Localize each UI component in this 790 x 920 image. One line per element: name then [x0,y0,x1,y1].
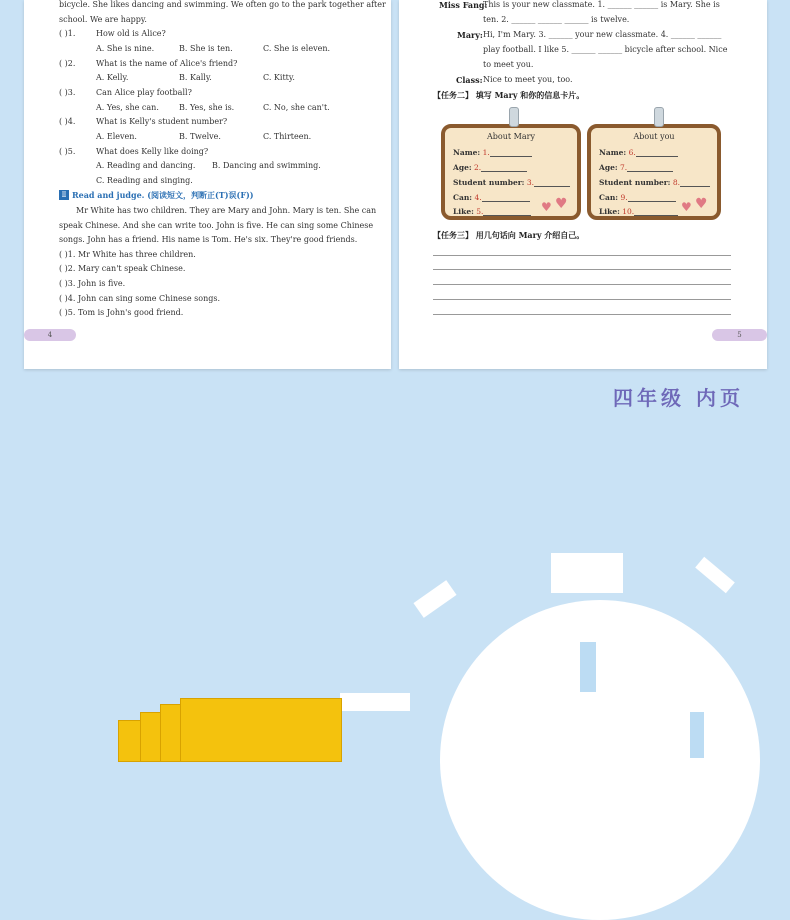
heart-icon: ♥ [555,196,568,212]
page-number: 5 [712,329,767,341]
left-page [24,0,391,369]
option-a: A. Kelly. [96,73,129,82]
card-field-name[interactable]: Name: 6. [599,148,678,157]
question-number[interactable]: ( )4. [59,117,76,126]
option-b: B. Yes, she is. [179,103,235,112]
passage-line: Mr White has two children. They are Mary and John. Mary is ten. She can [76,206,377,215]
heart-icon: ♥ [541,200,552,214]
option-a: A. Yes, she can. [96,103,159,112]
question-text: What does Kelly like doing? [96,147,209,156]
question-number[interactable]: ( )2. [59,59,76,68]
option-c: C. Kitty. [263,73,295,82]
speed-line [340,693,410,711]
caption-grade-four-inner-pages: 四年级 内页 [613,386,744,410]
card-title: About Mary [487,132,535,141]
option-b: B. Twelve. [179,132,221,141]
dialog-line[interactable]: This is your new classmate. 1. ______ ______ is Mary. She is [483,0,720,9]
card-field-like[interactable]: Like: 10. [599,207,678,216]
writing-line[interactable] [433,284,731,285]
question-text: How old is Alice? [96,29,166,38]
dialog-speaker: Class: [456,75,483,85]
judge-item[interactable]: ( )3. John is five. [59,279,126,288]
card-field-student-number[interactable]: Student number: 8. [599,178,710,187]
option-a: A. Reading and dancing. [96,161,196,170]
writing-line[interactable] [433,314,731,315]
judge-item[interactable]: ( )2. Mary can't speak Chinese. [59,264,186,273]
option-b: B. Dancing and swimming. [212,161,321,170]
dialog-speaker: Miss Fang: [439,0,488,10]
passage-line: bicycle. She likes dancing and swimming. We often go to the park together after [59,0,386,9]
question-text: Can Alice play football? [96,88,192,97]
section-title: Read and judge. (阅读短文，判断正(T)误(F)) [72,190,254,200]
question-text: What is Kelly's student number? [96,117,228,126]
judge-item[interactable]: ( )1. Mr White has three children. [59,250,196,259]
question-number[interactable]: ( )1. [59,29,76,38]
heart-icon: ♥ [681,200,692,214]
stopwatch-arm [413,580,456,618]
question-text: What is the name of Alice's friend? [96,59,238,68]
writing-line[interactable] [433,255,731,256]
option-b: B. Kally. [179,73,212,82]
option-b: B. She is ten. [179,44,233,53]
info-card-you [587,124,721,220]
card-field-can[interactable]: Can: 4. [453,193,530,202]
dialog-line[interactable]: ten. 2. ______ ______ ______ is twelve. [483,15,630,24]
dialog-speaker: Mary: [457,30,483,40]
option-c: C. Thirteen. [263,132,312,141]
card-field-age[interactable]: Age: 7. [599,163,673,172]
right-page [399,0,767,369]
card-field-name[interactable]: Name: 1. [453,148,532,157]
judge-item[interactable]: ( )5. Tom is John's good friend. [59,308,184,317]
dialog-line[interactable]: play football. I like 5. ______ ______ bicycle after school. Nice [483,45,728,54]
page-number: 4 [24,329,76,341]
card-field-like[interactable]: Like: 5. [453,207,531,216]
option-a: A. Eleven. [96,132,137,141]
heart-icon: ♥ [695,196,708,212]
paper-clip-icon [654,107,664,127]
paper-clip-icon [509,107,519,127]
option-c: C. Reading and singing. [96,176,193,185]
task3-title: 【任务三】 用几句话向 Mary 介绍自己。 [433,230,585,240]
stopwatch-tick [580,642,596,692]
dialog-line: Nice to meet you, too. [483,75,573,84]
card-title: About you [633,132,675,141]
card-field-can[interactable]: Can: 9. [599,193,676,202]
question-number[interactable]: ( )3. [59,88,76,97]
passage-line: songs. John has a friend. His name is Tom. He's six. They're good friends. [59,235,358,244]
task2-title: 【任务二】 填写 Mary 和你的信息卡片。 [433,90,585,100]
passage-line: school. We are happy. [59,15,147,24]
writing-line[interactable] [433,269,731,270]
stopwatch-knob [551,553,623,593]
section-badge: Ⅱ [59,190,69,200]
option-c: C. She is eleven. [263,44,331,53]
card-field-age[interactable]: Age: 2. [453,163,527,172]
stopwatch-arm [695,557,735,593]
dialog-line[interactable]: Hi, I'm Mary. 3. ______ your new classmate. 4. ______ ______ [483,30,722,39]
card-field-student-number[interactable]: Student number: 3. [453,178,570,187]
judge-item[interactable]: ( )4. John can sing some Chinese songs. [59,294,220,303]
writing-line[interactable] [433,299,731,300]
info-card-mary [441,124,581,220]
book-cover [180,698,342,762]
option-a: A. She is nine. [96,44,155,53]
option-c: C. No, she can't. [263,103,330,112]
passage-line: speak Chinese. And she can write too. John is five. He can sing some Chinese [59,221,374,230]
stopwatch-icon [440,600,760,920]
dialog-line: to meet you. [483,60,534,69]
stopwatch-tick [690,712,704,758]
question-number[interactable]: ( )5. [59,147,76,156]
